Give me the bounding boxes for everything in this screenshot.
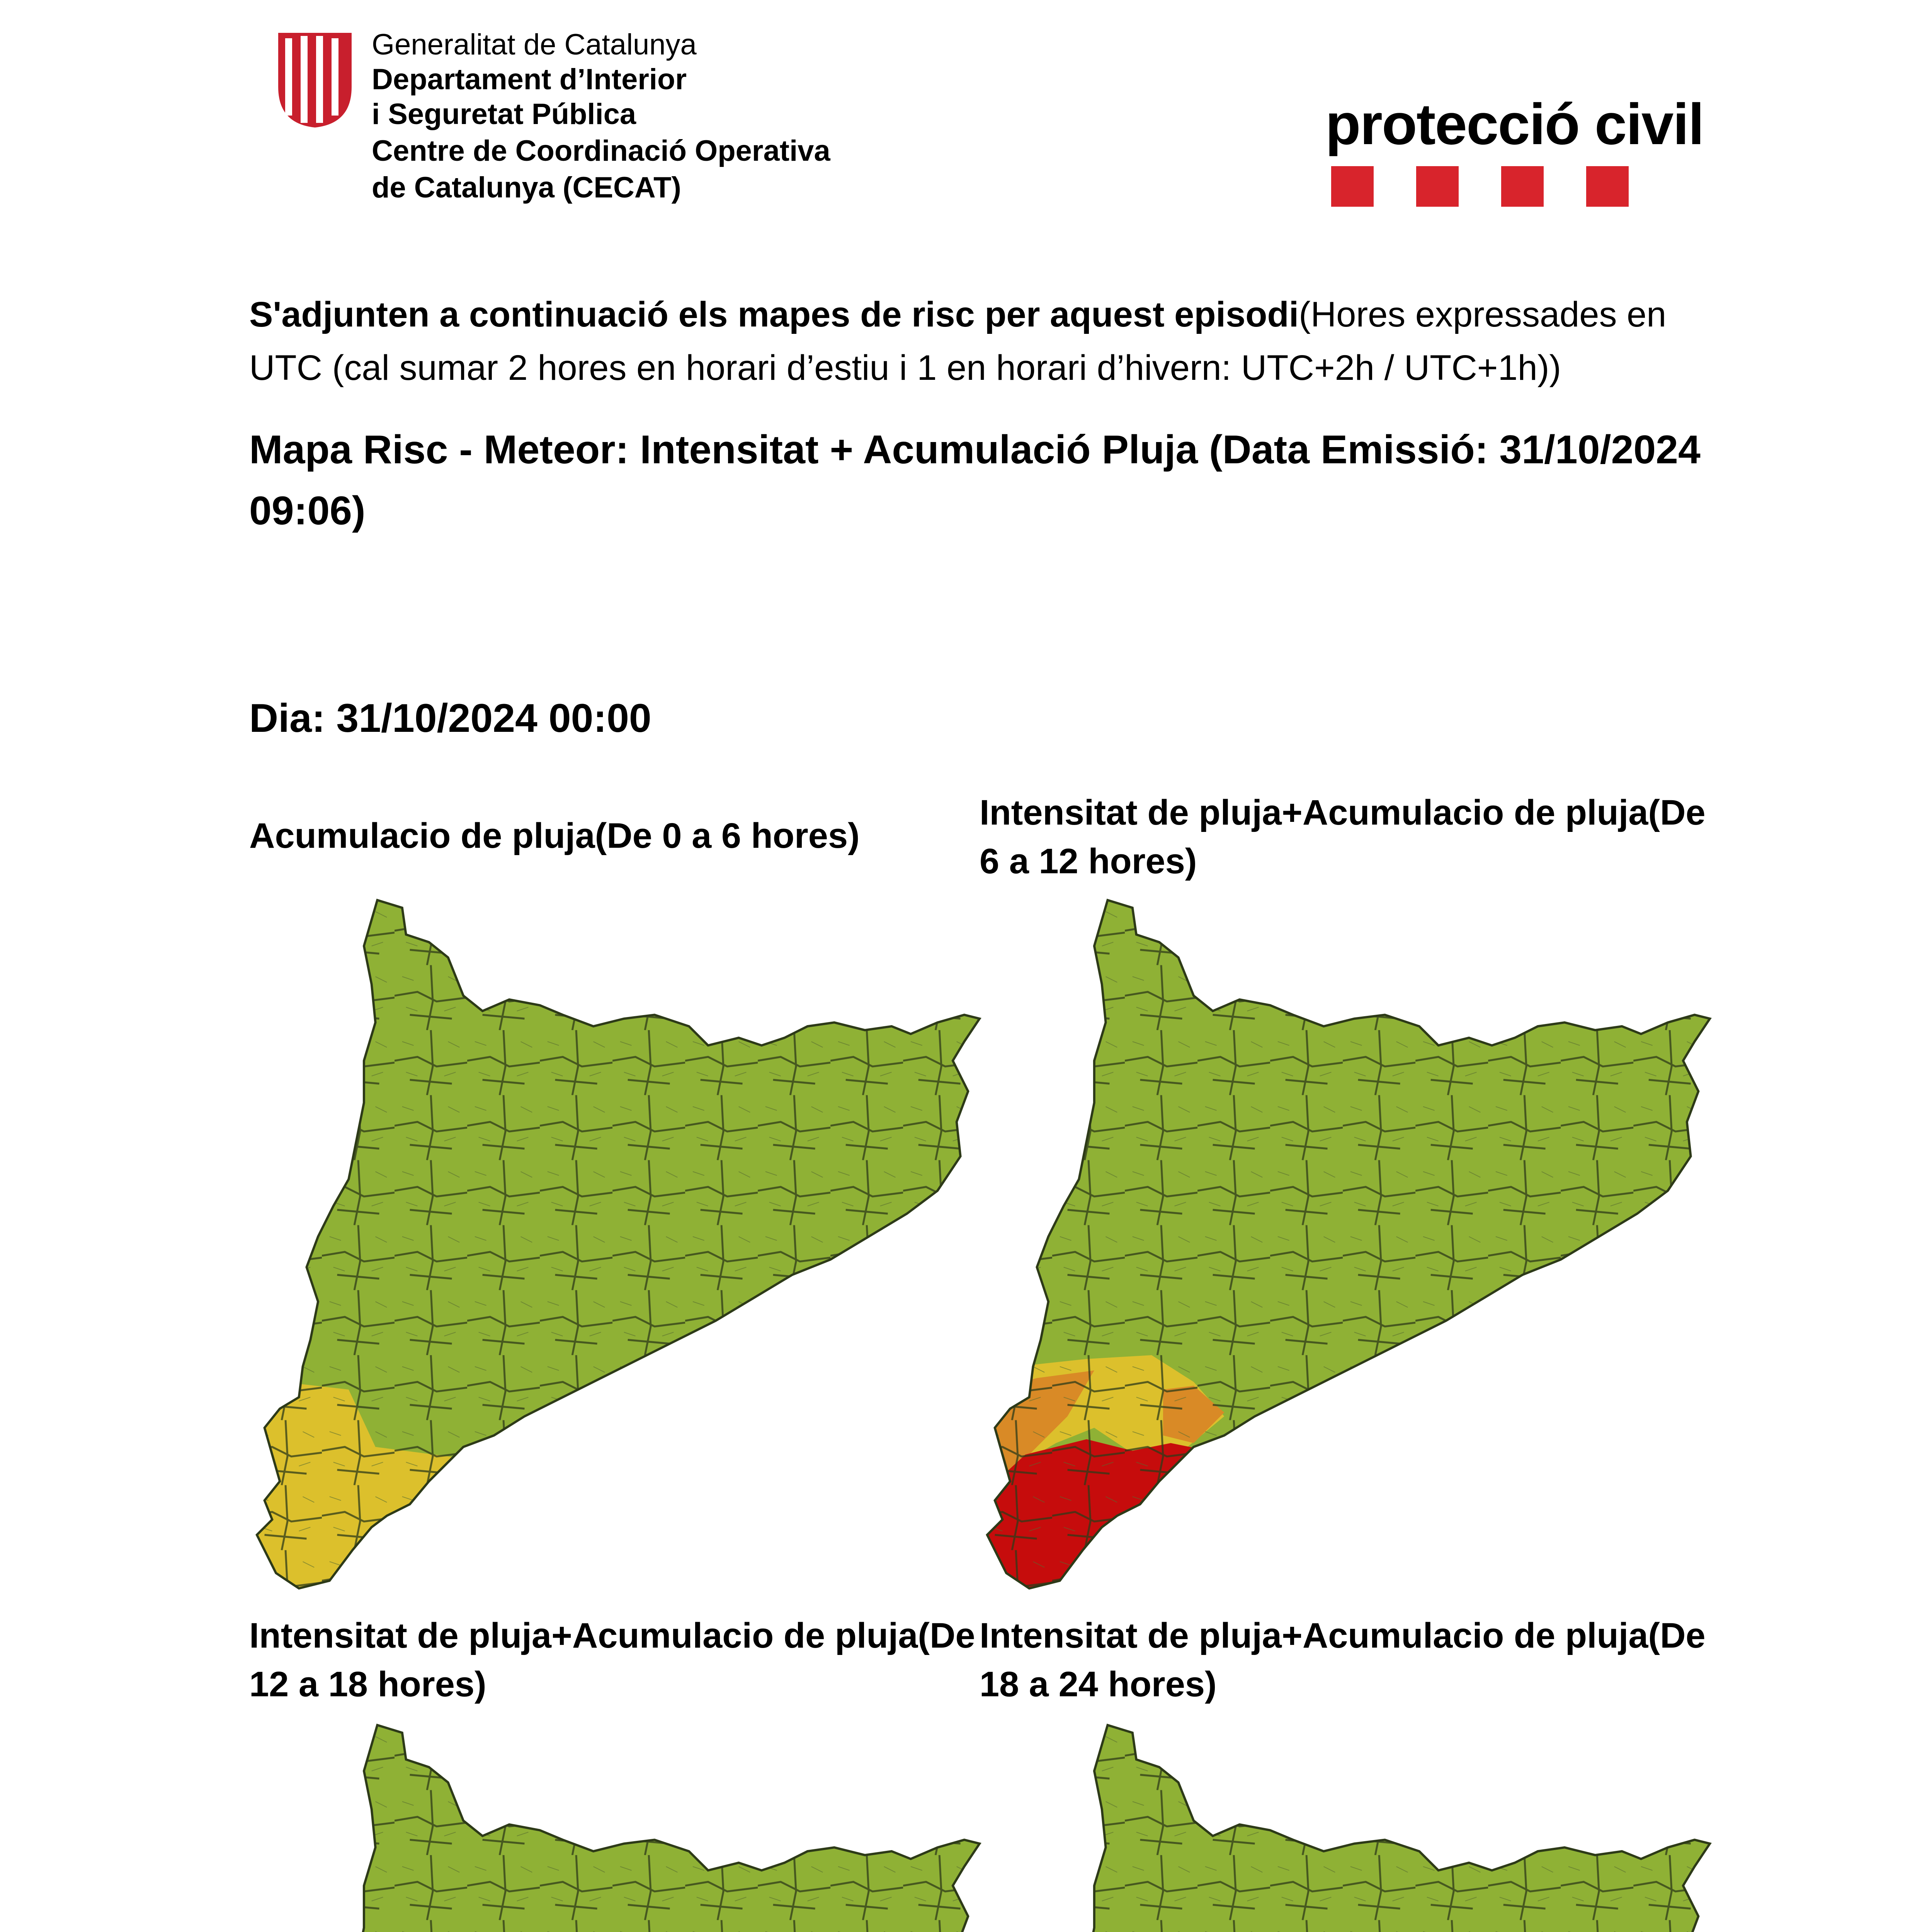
intro-bold-text: S'adjunten a continuació els mapes de risc per aquest episodi xyxy=(249,295,1299,334)
org-name-line-4: Centre de Coordinació Operativa xyxy=(372,134,830,167)
map-title: Mapa Risc - Meteor: Intensitat + Acumulació Pluja (Data Emissió: 31/10/2024 09:06) xyxy=(249,427,1701,533)
intro-paragraph xyxy=(249,288,1725,395)
panel-title-1: Acumulacio de pluja(De 0 a 6 hores) xyxy=(249,816,860,855)
panel-title-4: Intensitat de pluja+Acumulacio de pluja(De 18 a 24 hores) xyxy=(980,1616,1706,1704)
proteccio-civil-squares xyxy=(1331,166,1629,207)
risk-map-12-18h xyxy=(249,1721,983,1932)
risk-map-6-12h xyxy=(980,896,1714,1600)
org-name-line-2: Departament d’Interior xyxy=(372,63,687,96)
proteccio-civil-logo-text: protecció civil xyxy=(1325,92,1704,156)
panel-title-2: Intensitat de pluja+Acumulacio de pluja(De 6 a 12 hores) xyxy=(980,793,1706,881)
intro-normal-text: (Hores expressades en UTC (cal sumar 2 hores en horari d’estiu i 1 en horari d’hivern: UTC+2h / UTC+1h)) xyxy=(249,295,1667,388)
panel-title-3: Intensitat de pluja+Acumulacio de pluja(De 12 a 18 hores) xyxy=(249,1616,975,1704)
org-name-line-1: Generalitat de Catalunya xyxy=(372,28,697,61)
org-name-line-5: de Catalunya (CECAT) xyxy=(372,171,681,204)
risk-map-0-6h xyxy=(249,896,983,1600)
day-title: Dia: 31/10/2024 00:00 xyxy=(249,696,651,741)
generalitat-logo xyxy=(270,29,359,129)
risk-map-18-24h xyxy=(980,1721,1714,1932)
org-name-line-3: i Seguretat Pública xyxy=(372,98,636,131)
